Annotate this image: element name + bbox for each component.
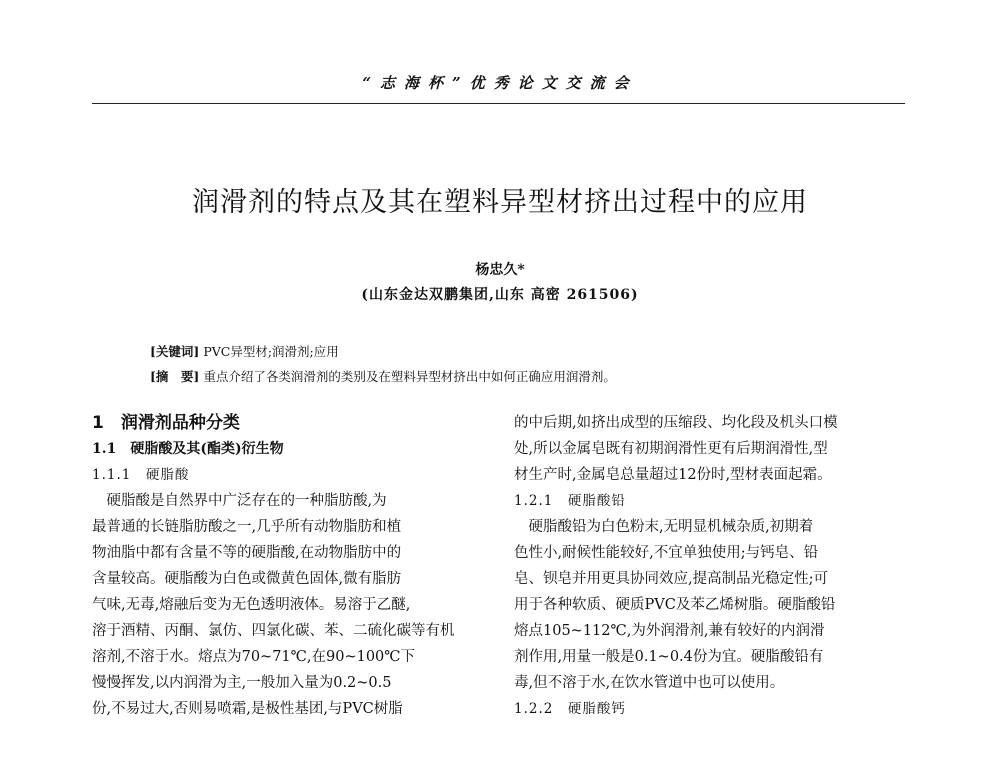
body-line: 慢慢挥发,以内润滑为主,一般加入量为0.2~0.5: [92, 675, 392, 691]
header-rule: [92, 103, 905, 104]
paper-title: 润滑剂的特点及其在塑料异型材挤出过程中的应用: [192, 187, 808, 218]
right-column: [514, 410, 909, 722]
body-line: 毒,但不溶于水,在饮水管道中也可以使用。: [514, 675, 785, 691]
body-line: 物油脂中都有含量不等的硬脂酸,在动物脂肪中的: [92, 545, 402, 561]
body-line: 处,所以金属皂既有初期润滑性更有后期润滑性,型: [514, 441, 828, 457]
body-line: 最普通的长链脂肪酸之一,几乎所有动物脂肪和植: [92, 519, 402, 535]
body-line: 材生产时,金属皂总量超过12份时,型材表面起霜。: [514, 467, 832, 483]
left-column: [92, 410, 487, 722]
body-line: 含量较高。硬脂酸为白色或微黄色固体,微有脂肪: [92, 571, 402, 587]
section-heading-1-2-1: 1.2.1 硬脂酸铅: [514, 493, 626, 509]
body-line: 气味,无毒,熔融后变为无色透明液体。易溶于乙醚,: [92, 597, 411, 613]
body-line: 剂作用,用量一般是0.1~0.4份为宜。硬脂酸铅有: [514, 649, 824, 665]
body-line: 硬脂酸铅为白色粉末,无明显机械杂质,初期着: [514, 519, 814, 535]
running-header: “志海杯”优秀论文交流会: [362, 74, 638, 92]
affiliation: (山东金达双鹏集团,山东 高密 261506): [361, 287, 639, 303]
body-line: 硬脂酸是自然界中广泛存在的一种脂肪酸,为: [92, 493, 387, 509]
section-heading-1-1: 1.1 硬脂酸及其(酯类)衍生物: [92, 441, 284, 457]
abstract: [150, 367, 616, 385]
abstract-label: [摘 要]: [150, 369, 200, 384]
author: 杨忠久*: [475, 262, 525, 278]
body-line: 溶于酒精、丙酮、氯仿、四氯化碳、苯、二硫化碳等有机: [92, 623, 455, 639]
body-line: 色性小,耐候性能较好,不宜单独使用;与钙皂、铅: [514, 545, 819, 561]
body-line: 熔点105~112℃,为外润滑剂,兼有较好的内润滑: [514, 623, 825, 639]
keywords-text: PVC异型材;润滑剂;应用: [203, 344, 339, 359]
body-line: 溶剂,不溶于水。熔点为70~71℃,在90~100℃下: [92, 649, 415, 665]
body-line: 用于各种软质、硬质PVC及苯乙烯树脂。硬脂酸铅: [514, 597, 836, 613]
body-line: 皂、钡皂并用更具协同效应,提高制品光稳定性;可: [514, 571, 828, 587]
section-heading-1-2-2: 1.2.2 硬脂酸钙: [514, 701, 626, 717]
keywords: [150, 342, 339, 360]
body-line: 的中后期,如挤出成型的压缩段、均化段及机头口模: [514, 415, 838, 431]
section-heading-1-1-1: 1.1.1 硬脂酸: [92, 467, 190, 483]
body-line: 份,不易过大,否则易喷霜,是极性基团,与PVC树脂: [92, 701, 403, 717]
abstract-text: 重点介绍了各类润滑剂的类别及在塑料异型材挤出中如何正确应用润滑剂。: [203, 369, 616, 384]
section-heading-1: 1 润滑剂品种分类: [92, 413, 240, 433]
keywords-label: [关键词]: [150, 344, 200, 359]
